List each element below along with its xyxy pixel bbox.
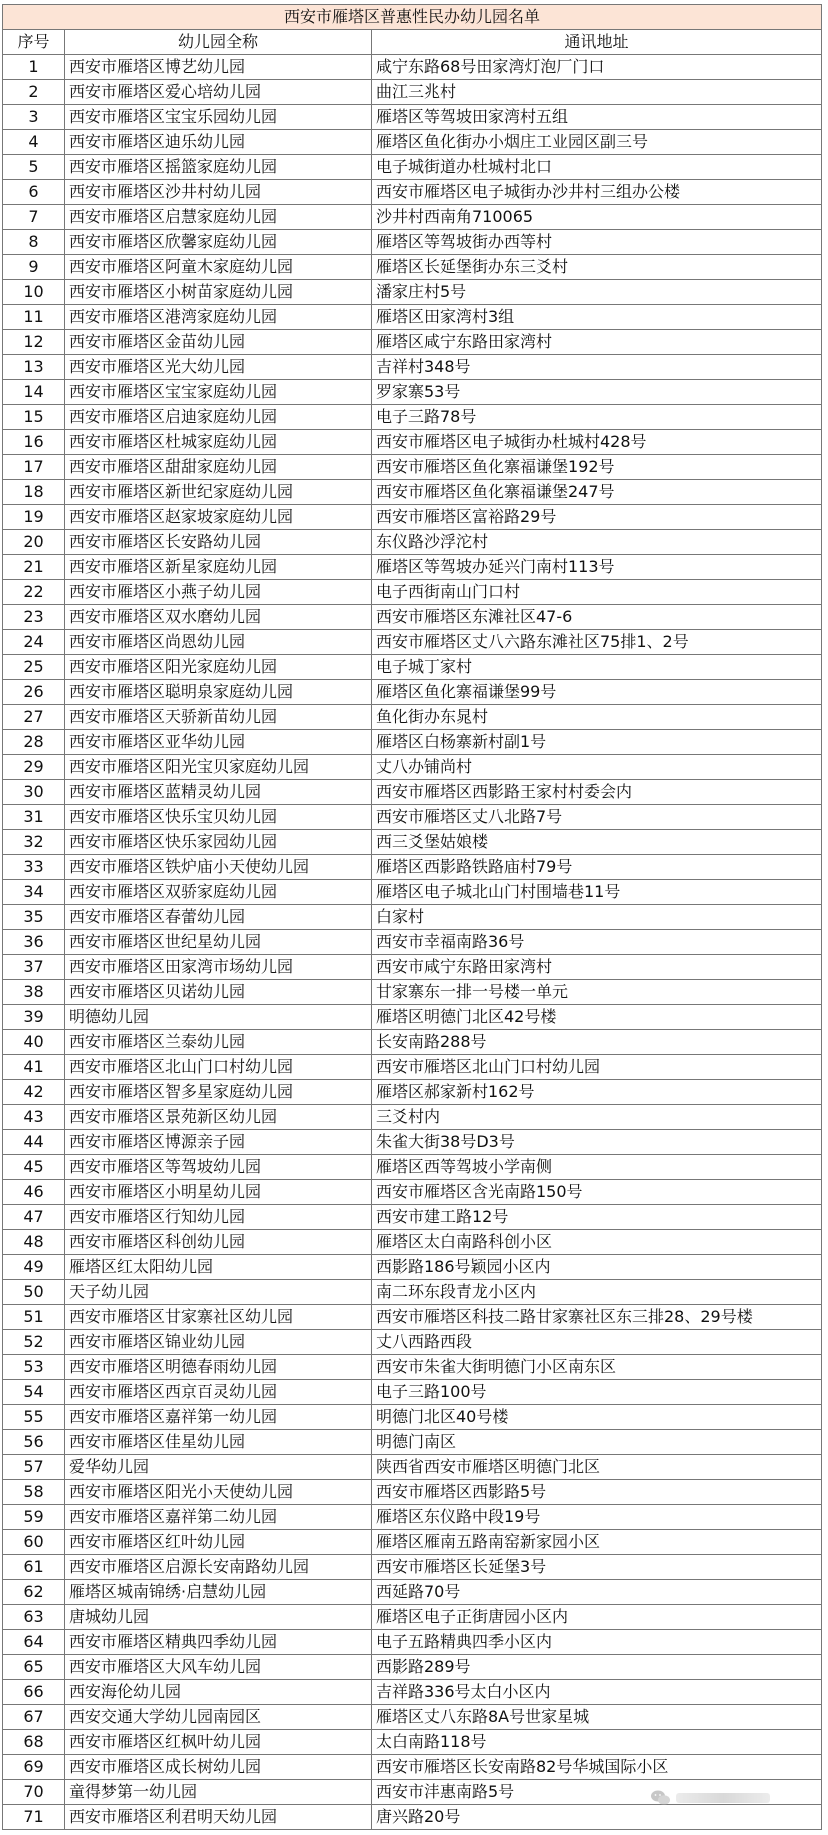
kindergarten-address: 雁塔区电子城北山门村围墙巷11号 — [372, 880, 822, 905]
kindergarten-name: 西安市雁塔区光大幼儿园 — [65, 355, 372, 380]
kindergarten-address: 沙井村西南角710065 — [372, 205, 822, 230]
table-row — [3, 880, 822, 905]
table-row — [3, 980, 822, 1005]
kindergarten-name: 西安市雁塔区阳光家庭幼儿园 — [65, 655, 372, 680]
table-row — [3, 955, 822, 980]
kindergarten-name: 西安市雁塔区成长树幼儿园 — [65, 1755, 372, 1780]
kindergarten-name: 西安市雁塔区宝宝乐园幼儿园 — [65, 105, 372, 130]
kindergarten-address: 西安市雁塔区丈八北路7号 — [372, 805, 822, 830]
kindergarten-address: 西安市雁塔区鱼化寨福谦堡247号 — [372, 480, 822, 505]
table-row — [3, 1180, 822, 1205]
table-row — [3, 1105, 822, 1130]
kindergarten-address: 西安市沣惠南路5号 — [372, 1780, 822, 1805]
row-index: 24 — [3, 630, 65, 655]
table-row — [3, 330, 822, 355]
row-index: 2 — [3, 80, 65, 105]
table-row — [3, 705, 822, 730]
row-index: 60 — [3, 1530, 65, 1555]
table-row — [3, 205, 822, 230]
kindergarten-name: 西安市雁塔区红叶幼儿园 — [65, 1530, 372, 1555]
table-row — [3, 1380, 822, 1405]
row-index: 26 — [3, 680, 65, 705]
kindergarten-name: 西安市雁塔区甘家寨社区幼儿园 — [65, 1305, 372, 1330]
kindergarten-address: 雁塔区等驾坡田家湾村五组 — [372, 105, 822, 130]
row-index: 17 — [3, 455, 65, 480]
kindergarten-address: 西安市雁塔区东滩社区47-6 — [372, 605, 822, 630]
kindergarten-name: 西安海伦幼儿园 — [65, 1680, 372, 1705]
table-row — [3, 1555, 822, 1580]
kindergarten-address: 雁塔区电子正街唐园小区内 — [372, 1605, 822, 1630]
row-index: 23 — [3, 605, 65, 630]
header-name: 幼儿园全称 — [65, 30, 372, 55]
table-row — [3, 1230, 822, 1255]
kindergarten-name: 西安市雁塔区等驾坡幼儿园 — [65, 1155, 372, 1180]
kindergarten-address: 西延路70号 — [372, 1580, 822, 1605]
row-index: 47 — [3, 1205, 65, 1230]
table-header-row — [3, 30, 822, 55]
row-index: 7 — [3, 205, 65, 230]
kindergarten-address: 雁塔区太白南路科创小区 — [372, 1230, 822, 1255]
kindergarten-address: 罗家寨53号 — [372, 380, 822, 405]
table-row — [3, 730, 822, 755]
table-row — [3, 1030, 822, 1055]
kindergarten-address: 雁塔区西影路铁路庙村79号 — [372, 855, 822, 880]
table-row — [3, 180, 822, 205]
row-index: 29 — [3, 755, 65, 780]
row-index: 31 — [3, 805, 65, 830]
row-index: 11 — [3, 305, 65, 330]
kindergarten-name: 西安市雁塔区启慧家庭幼儿园 — [65, 205, 372, 230]
row-index: 44 — [3, 1130, 65, 1155]
kindergarten-address: 吉祥村348号 — [372, 355, 822, 380]
kindergarten-address: 西安市朱雀大街明德门小区南东区 — [372, 1355, 822, 1380]
kindergarten-name: 西安市雁塔区利君明天幼儿园 — [65, 1805, 372, 1830]
kindergarten-address: 太白南路118号 — [372, 1730, 822, 1755]
kindergarten-name: 西安市雁塔区双骄家庭幼儿园 — [65, 880, 372, 905]
row-index: 22 — [3, 580, 65, 605]
kindergarten-address: 南二环东段青龙小区内 — [372, 1280, 822, 1305]
kindergarten-address: 西安市雁塔区长延堡3号 — [372, 1555, 822, 1580]
kindergarten-name: 西安市雁塔区亚华幼儿园 — [65, 730, 372, 755]
kindergarten-address: 西安市雁塔区北山门口村幼儿园 — [372, 1055, 822, 1080]
row-index: 65 — [3, 1655, 65, 1680]
table-title-row — [3, 5, 822, 30]
kindergarten-address: 电子城丁家村 — [372, 655, 822, 680]
row-index: 27 — [3, 705, 65, 730]
header-address: 通讯地址 — [372, 30, 822, 55]
kindergarten-address: 西安市雁塔区长安南路82号华城国际小区 — [372, 1755, 822, 1780]
kindergarten-name: 西安市雁塔区启源长安南路幼儿园 — [65, 1555, 372, 1580]
row-index: 14 — [3, 380, 65, 405]
table-row — [3, 1330, 822, 1355]
kindergarten-name: 西安市雁塔区欣馨家庭幼儿园 — [65, 230, 372, 255]
row-index: 9 — [3, 255, 65, 280]
kindergarten-name: 西安市雁塔区沙井村幼儿园 — [65, 180, 372, 205]
kindergarten-address: 电子三路78号 — [372, 405, 822, 430]
kindergarten-name: 西安市雁塔区宝宝家庭幼儿园 — [65, 380, 372, 405]
kindergarten-address: 丈八西路西段 — [372, 1330, 822, 1355]
kindergarten-address: 西安市雁塔区鱼化寨福谦堡192号 — [372, 455, 822, 480]
kindergarten-address: 西三爻堡姑娘楼 — [372, 830, 822, 855]
table-row — [3, 505, 822, 530]
row-index: 67 — [3, 1705, 65, 1730]
row-index: 20 — [3, 530, 65, 555]
row-index: 46 — [3, 1180, 65, 1205]
row-index: 70 — [3, 1780, 65, 1805]
kindergarten-name: 西安市雁塔区长安路幼儿园 — [65, 530, 372, 555]
table-row — [3, 430, 822, 455]
kindergarten-address: 雁塔区郝家新村162号 — [372, 1080, 822, 1105]
kindergarten-name: 西安市雁塔区锦业幼儿园 — [65, 1330, 372, 1355]
row-index: 12 — [3, 330, 65, 355]
row-index: 32 — [3, 830, 65, 855]
kindergarten-name: 西安市雁塔区世纪星幼儿园 — [65, 930, 372, 955]
kindergarten-name: 西安市雁塔区大风车幼儿园 — [65, 1655, 372, 1680]
kindergarten-name: 爱华幼儿园 — [65, 1455, 372, 1480]
table-row — [3, 1580, 822, 1605]
kindergarten-address: 西安市雁塔区西影路5号 — [372, 1480, 822, 1505]
row-index: 21 — [3, 555, 65, 580]
row-index: 42 — [3, 1080, 65, 1105]
table-row — [3, 1480, 822, 1505]
kindergarten-name: 明德幼儿园 — [65, 1005, 372, 1030]
row-index: 68 — [3, 1730, 65, 1755]
kindergarten-name: 西安市雁塔区尚恩幼儿园 — [65, 630, 372, 655]
table-row — [3, 605, 822, 630]
row-index: 71 — [3, 1805, 65, 1830]
table-row — [3, 1280, 822, 1305]
table-row — [3, 1430, 822, 1455]
kindergarten-name: 西安市雁塔区明德春雨幼儿园 — [65, 1355, 372, 1380]
kindergarten-name: 西安市雁塔区蓝精灵幼儿园 — [65, 780, 372, 805]
kindergarten-address: 西安市雁塔区电子城街办杜城村428号 — [372, 430, 822, 455]
row-index: 54 — [3, 1380, 65, 1405]
kindergarten-name: 童得梦第一幼儿园 — [65, 1780, 372, 1805]
row-index: 30 — [3, 780, 65, 805]
row-index: 28 — [3, 730, 65, 755]
kindergarten-name: 西安市雁塔区快乐宝贝幼儿园 — [65, 805, 372, 830]
table-row — [3, 130, 822, 155]
row-index: 51 — [3, 1305, 65, 1330]
table-row — [3, 755, 822, 780]
row-index: 50 — [3, 1280, 65, 1305]
kindergarten-address: 西安市雁塔区电子城街办沙井村三组办公楼 — [372, 180, 822, 205]
kindergarten-address: 西安市雁塔区科技二路甘家寨社区东三排28、29号楼 — [372, 1305, 822, 1330]
table-body — [3, 55, 822, 1830]
kindergarten-address: 唐兴路20号 — [372, 1805, 822, 1830]
row-index: 39 — [3, 1005, 65, 1030]
table-row — [3, 1405, 822, 1430]
kindergarten-address: 朱雀大街38号D3号 — [372, 1130, 822, 1155]
row-index: 52 — [3, 1330, 65, 1355]
table-row — [3, 555, 822, 580]
kindergarten-address: 咸宁东路68号田家湾灯泡厂门口 — [372, 55, 822, 80]
kindergarten-name: 天子幼儿园 — [65, 1280, 372, 1305]
table-row — [3, 1005, 822, 1030]
kindergarten-name: 西安市雁塔区天骄新苗幼儿园 — [65, 705, 372, 730]
row-index: 40 — [3, 1030, 65, 1055]
wechat-watermark-icon — [650, 1789, 672, 1807]
table-row — [3, 905, 822, 930]
kindergarten-name: 西安市雁塔区双水磨幼儿园 — [65, 605, 372, 630]
kindergarten-name: 西安市雁塔区新世纪家庭幼儿园 — [65, 480, 372, 505]
table-row — [3, 1705, 822, 1730]
kindergarten-name: 西安市雁塔区新星家庭幼儿园 — [65, 555, 372, 580]
row-index: 48 — [3, 1230, 65, 1255]
kindergarten-name: 西安市雁塔区赵家坡家庭幼儿园 — [65, 505, 372, 530]
kindergarten-name: 西安市雁塔区启迪家庭幼儿园 — [65, 405, 372, 430]
table-row — [3, 580, 822, 605]
row-index: 10 — [3, 280, 65, 305]
table-row — [3, 1205, 822, 1230]
table-row — [3, 405, 822, 430]
row-index: 5 — [3, 155, 65, 180]
kindergarten-address: 西安市咸宁东路田家湾村 — [372, 955, 822, 980]
row-index: 56 — [3, 1430, 65, 1455]
row-index: 18 — [3, 480, 65, 505]
kindergarten-name: 西安市雁塔区快乐家园幼儿园 — [65, 830, 372, 855]
kindergarten-address: 电子三路100号 — [372, 1380, 822, 1405]
table-row — [3, 1055, 822, 1080]
kindergarten-address: 电子五路精典四季小区内 — [372, 1630, 822, 1655]
row-index: 36 — [3, 930, 65, 955]
kindergarten-address: 三爻村内 — [372, 1105, 822, 1130]
kindergarten-name: 西安市雁塔区小燕子幼儿园 — [65, 580, 372, 605]
kindergarten-name: 西安市雁塔区迪乐幼儿园 — [65, 130, 372, 155]
table-row — [3, 1155, 822, 1180]
table-row — [3, 655, 822, 680]
table-row — [3, 55, 822, 80]
kindergarten-name: 唐城幼儿园 — [65, 1605, 372, 1630]
row-index: 43 — [3, 1105, 65, 1130]
table-row — [3, 1080, 822, 1105]
row-index: 33 — [3, 855, 65, 880]
kindergarten-address: 雁塔区东仪路中段19号 — [372, 1505, 822, 1530]
kindergarten-address: 西安市雁塔区含光南路150号 — [372, 1180, 822, 1205]
kindergarten-name: 西安市雁塔区阿童木家庭幼儿园 — [65, 255, 372, 280]
table-row — [3, 1355, 822, 1380]
row-index: 41 — [3, 1055, 65, 1080]
table-row — [3, 1255, 822, 1280]
table-row — [3, 1630, 822, 1655]
row-index: 53 — [3, 1355, 65, 1380]
kindergarten-address: 雁塔区长延堡街办东三爻村 — [372, 255, 822, 280]
row-index: 59 — [3, 1505, 65, 1530]
kindergarten-name: 西安市雁塔区爱心培幼儿园 — [65, 80, 372, 105]
table-row — [3, 1680, 822, 1705]
kindergarten-name: 西安市雁塔区铁炉庙小天使幼儿园 — [65, 855, 372, 880]
table-row — [3, 380, 822, 405]
watermark-blur — [676, 1793, 770, 1803]
kindergarten-name: 西安市雁塔区嘉祥第一幼儿园 — [65, 1405, 372, 1430]
kindergarten-name: 西安市雁塔区北山门口村幼儿园 — [65, 1055, 372, 1080]
kindergarten-name: 西安市雁塔区西京百灵幼儿园 — [65, 1380, 372, 1405]
table-row — [3, 255, 822, 280]
table-row — [3, 630, 822, 655]
row-index: 3 — [3, 105, 65, 130]
row-index: 8 — [3, 230, 65, 255]
table-row — [3, 230, 822, 255]
kindergarten-name: 西安市雁塔区景苑新区幼儿园 — [65, 1105, 372, 1130]
kindergarten-address: 雁塔区田家湾村3组 — [372, 305, 822, 330]
kindergarten-name: 西安市雁塔区阳光小天使幼儿园 — [65, 1480, 372, 1505]
kindergarten-name: 西安市雁塔区小树苗家庭幼儿园 — [65, 280, 372, 305]
table-row — [3, 1455, 822, 1480]
row-index: 25 — [3, 655, 65, 680]
kindergarten-name: 西安市雁塔区阳光宝贝家庭幼儿园 — [65, 755, 372, 780]
row-index: 58 — [3, 1480, 65, 1505]
kindergarten-address: 吉祥路336号太白小区内 — [372, 1680, 822, 1705]
table-row — [3, 1755, 822, 1780]
kindergarten-name: 西安市雁塔区博源亲子园 — [65, 1130, 372, 1155]
table-row — [3, 1130, 822, 1155]
kindergarten-address: 甘家寨东一排一号楼一单元 — [372, 980, 822, 1005]
kindergarten-address: 西安市雁塔区富裕路29号 — [372, 505, 822, 530]
kindergarten-name: 西安市雁塔区智多星家庭幼儿园 — [65, 1080, 372, 1105]
kindergarten-address: 长安南路288号 — [372, 1030, 822, 1055]
kindergarten-address: 明德门南区 — [372, 1430, 822, 1455]
table-row — [3, 1655, 822, 1680]
kindergarten-name: 西安市雁塔区摇篮家庭幼儿园 — [65, 155, 372, 180]
kindergarten-name: 西安市雁塔区嘉祥第二幼儿园 — [65, 1505, 372, 1530]
row-index: 6 — [3, 180, 65, 205]
kindergarten-address: 丈八办铺尚村 — [372, 755, 822, 780]
kindergarten-name: 西安市雁塔区佳星幼儿园 — [65, 1430, 372, 1455]
kindergarten-address: 东仪路沙浮沱村 — [372, 530, 822, 555]
row-index: 37 — [3, 955, 65, 980]
kindergarten-address: 雁塔区丈八东路8A号世家星城 — [372, 1705, 822, 1730]
row-index: 34 — [3, 880, 65, 905]
kindergarten-name: 西安市雁塔区行知幼儿园 — [65, 1205, 372, 1230]
kindergarten-address: 潘家庄村5号 — [372, 280, 822, 305]
table-row — [3, 855, 822, 880]
table-row — [3, 80, 822, 105]
row-index: 57 — [3, 1455, 65, 1480]
table-row — [3, 280, 822, 305]
row-index: 1 — [3, 55, 65, 80]
kindergarten-address: 雁塔区鱼化街办小烟庄工业园区副三号 — [372, 130, 822, 155]
kindergarten-address: 西安市建工路12号 — [372, 1205, 822, 1230]
kindergarten-name: 西安市雁塔区贝诺幼儿园 — [65, 980, 372, 1005]
row-index: 19 — [3, 505, 65, 530]
row-index: 66 — [3, 1680, 65, 1705]
kindergarten-address: 雁塔区等驾坡街办西等村 — [372, 230, 822, 255]
kindergarten-name: 西安市雁塔区博艺幼儿园 — [65, 55, 372, 80]
table-row — [3, 680, 822, 705]
row-index: 61 — [3, 1555, 65, 1580]
header-index: 序号 — [3, 30, 65, 55]
watermark — [650, 1785, 770, 1811]
row-index: 55 — [3, 1405, 65, 1430]
kindergarten-address: 雁塔区明德门北区42号楼 — [372, 1005, 822, 1030]
kindergarten-name: 西安市雁塔区红枫叶幼儿园 — [65, 1730, 372, 1755]
row-index: 62 — [3, 1580, 65, 1605]
kindergarten-address: 西安市雁塔区西影路王家村村委会内 — [372, 780, 822, 805]
kindergarten-address: 雁塔区白杨寨新村副1号 — [372, 730, 822, 755]
kindergarten-name: 西安市雁塔区兰泰幼儿园 — [65, 1030, 372, 1055]
table-row — [3, 105, 822, 130]
table-row — [3, 930, 822, 955]
kindergarten-address: 西安市雁塔区丈八六路东滩社区75排1、2号 — [372, 630, 822, 655]
table-row — [3, 480, 822, 505]
kindergarten-name: 西安市雁塔区田家湾市场幼儿园 — [65, 955, 372, 980]
row-index: 63 — [3, 1605, 65, 1630]
table-row — [3, 1305, 822, 1330]
kindergarten-name: 西安市雁塔区金苗幼儿园 — [65, 330, 372, 355]
kindergarten-address: 陕西省西安市雁塔区明德门北区 — [372, 1455, 822, 1480]
kindergarten-name: 西安市雁塔区精典四季幼儿园 — [65, 1630, 372, 1655]
kindergarten-address: 雁塔区雁南五路南窑新家园小区 — [372, 1530, 822, 1555]
kindergarten-name: 西安市雁塔区小明星幼儿园 — [65, 1180, 372, 1205]
kindergarten-address: 西安市幸福南路36号 — [372, 930, 822, 955]
table-row — [3, 305, 822, 330]
row-index: 64 — [3, 1630, 65, 1655]
kindergarten-address: 雁塔区鱼化寨福谦堡99号 — [372, 680, 822, 705]
row-index: 35 — [3, 905, 65, 930]
kindergarten-name: 西安市雁塔区甜甜家庭幼儿园 — [65, 455, 372, 480]
row-index: 16 — [3, 430, 65, 455]
kindergarten-name: 雁塔区城南锦绣·启慧幼儿园 — [65, 1580, 372, 1605]
table-row — [3, 1730, 822, 1755]
kindergarten-address: 雁塔区西等驾坡小学南侧 — [372, 1155, 822, 1180]
table-row — [3, 455, 822, 480]
kindergarten-name: 雁塔区红太阳幼儿园 — [65, 1255, 372, 1280]
table-row — [3, 780, 822, 805]
row-index: 49 — [3, 1255, 65, 1280]
row-index: 38 — [3, 980, 65, 1005]
kindergarten-address: 曲江三兆村 — [372, 80, 822, 105]
kindergarten-address: 雁塔区等驾坡办延兴门南村113号 — [372, 555, 822, 580]
table-row — [3, 1530, 822, 1555]
kindergarten-table — [2, 4, 822, 1830]
kindergarten-address: 鱼化街办东晁村 — [372, 705, 822, 730]
row-index: 4 — [3, 130, 65, 155]
table-row — [3, 805, 822, 830]
row-index: 13 — [3, 355, 65, 380]
kindergarten-name: 西安市雁塔区聪明泉家庭幼儿园 — [65, 680, 372, 705]
kindergarten-name: 西安市雁塔区春蕾幼儿园 — [65, 905, 372, 930]
kindergarten-name: 西安市雁塔区杜城家庭幼儿园 — [65, 430, 372, 455]
kindergarten-name: 西安交通大学幼儿园南园区 — [65, 1705, 372, 1730]
kindergarten-name: 西安市雁塔区港湾家庭幼儿园 — [65, 305, 372, 330]
table-row — [3, 1505, 822, 1530]
kindergarten-address: 电子城街道办杜城村北口 — [372, 155, 822, 180]
table-row — [3, 1605, 822, 1630]
row-index: 69 — [3, 1755, 65, 1780]
kindergarten-address: 西影路186号颖园小区内 — [372, 1255, 822, 1280]
table-row — [3, 530, 822, 555]
kindergarten-address: 电子西街南山门口村 — [372, 580, 822, 605]
kindergarten-address: 西影路289号 — [372, 1655, 822, 1680]
kindergarten-name: 西安市雁塔区科创幼儿园 — [65, 1230, 372, 1255]
table-row — [3, 155, 822, 180]
kindergarten-address: 明德门北区40号楼 — [372, 1405, 822, 1430]
kindergarten-address: 雁塔区咸宁东路田家湾村 — [372, 330, 822, 355]
row-index: 15 — [3, 405, 65, 430]
kindergarten-address: 白家村 — [372, 905, 822, 930]
table-title: 西安市雁塔区普惠性民办幼儿园名单 — [3, 5, 822, 30]
row-index: 45 — [3, 1155, 65, 1180]
table-row — [3, 355, 822, 380]
table-row — [3, 830, 822, 855]
